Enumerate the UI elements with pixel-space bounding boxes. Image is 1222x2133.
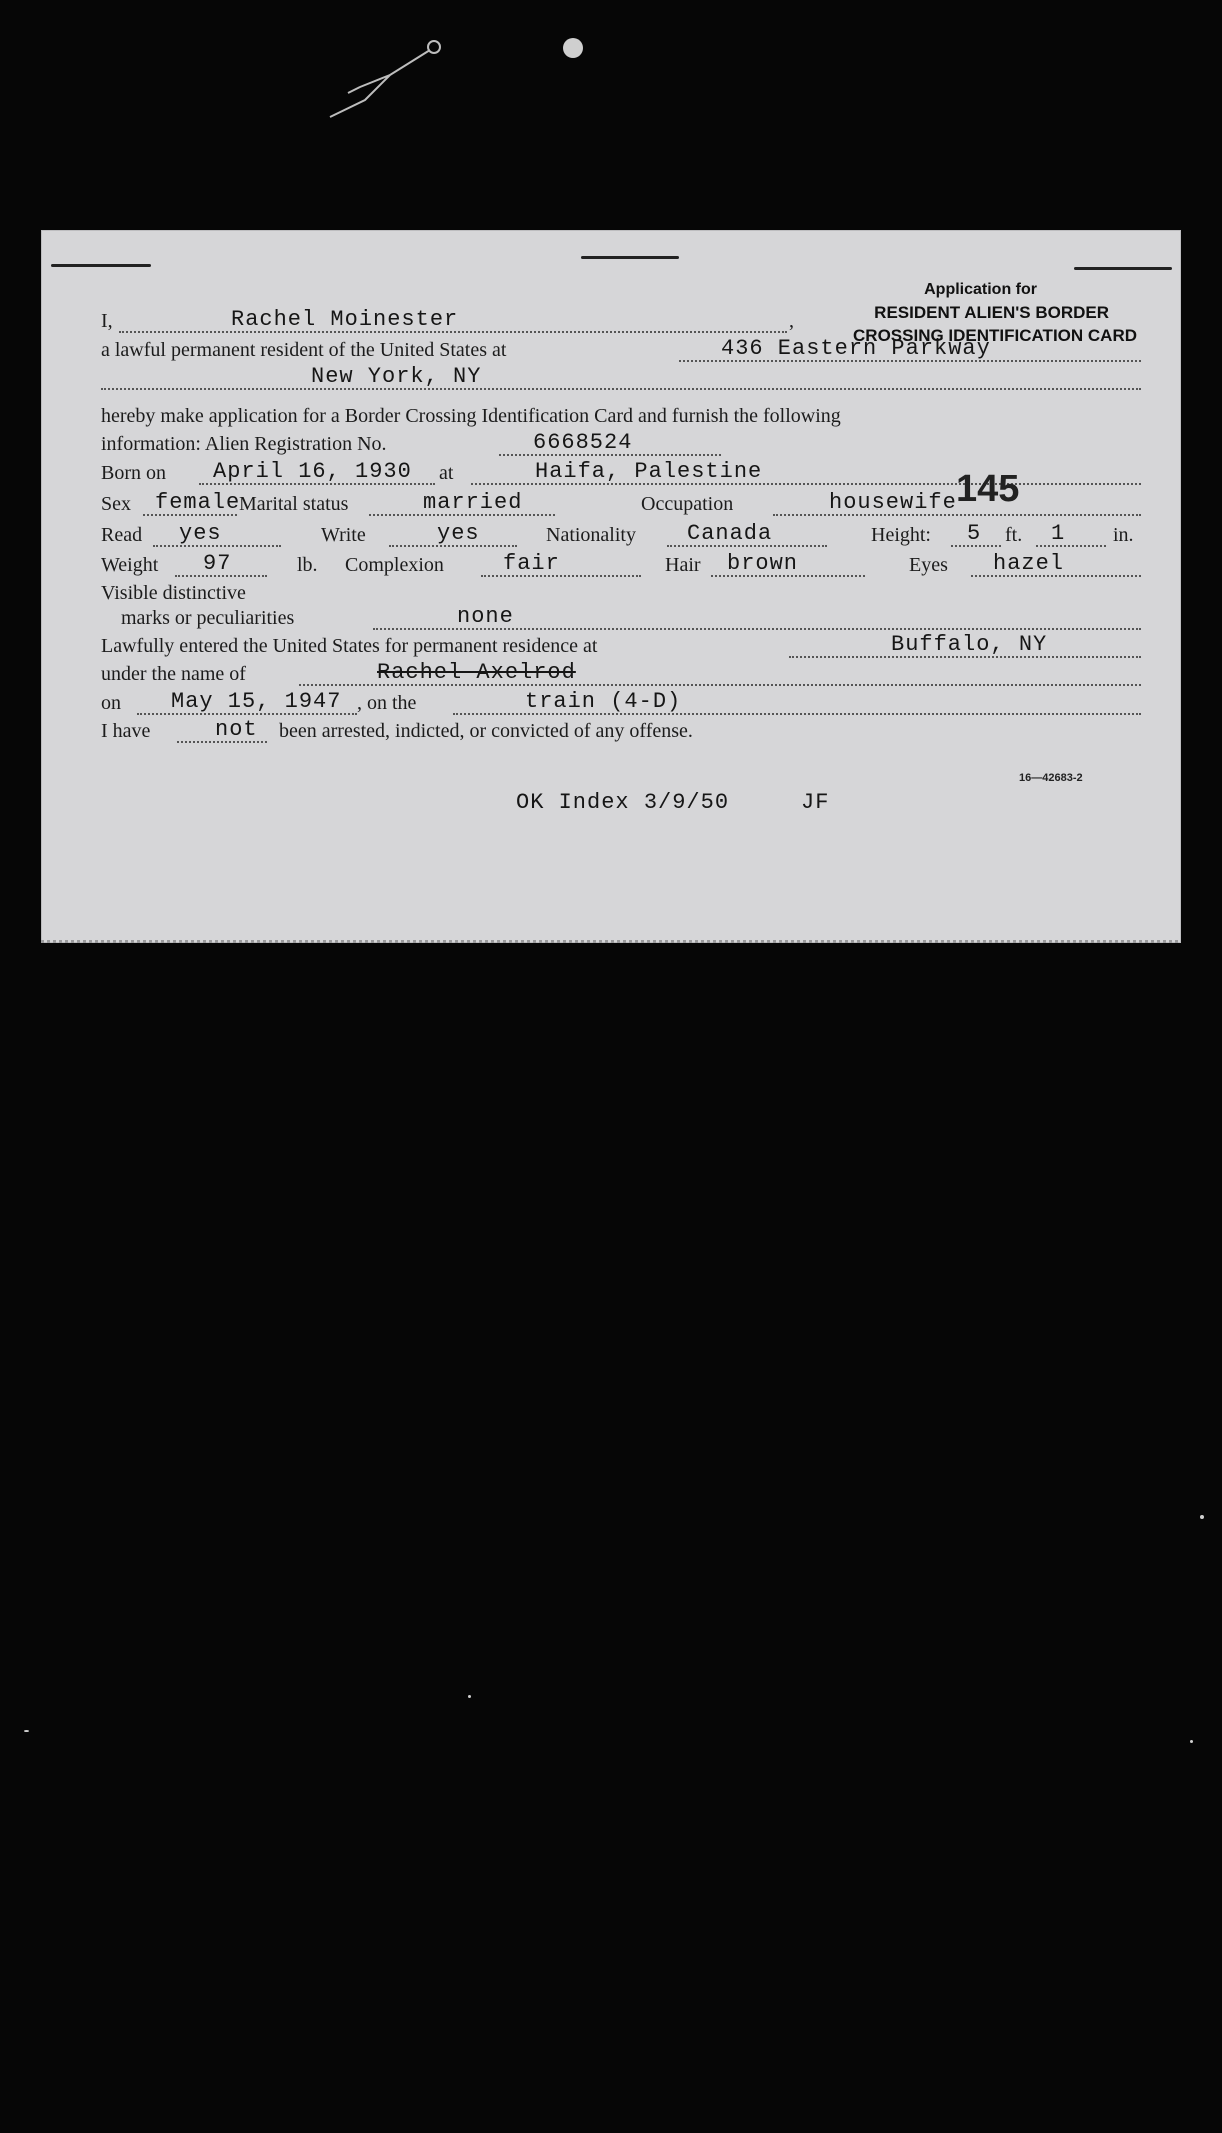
- write-value: yes: [437, 521, 480, 546]
- nationality-value: Canada: [687, 521, 773, 546]
- thread-mark: [320, 35, 450, 125]
- offense-label: been arrested, indicted, or convicted of any offense.: [279, 720, 693, 742]
- speck: [24, 1730, 29, 1732]
- row-hereby: [101, 398, 1141, 428]
- row-entered: [101, 628, 1141, 658]
- row-address: [101, 332, 1141, 362]
- occupation-value: housewife: [829, 490, 957, 515]
- form-number: 16—42683-2: [1019, 772, 1083, 784]
- alien-reg-label: information: Alien Registration No.: [101, 433, 387, 455]
- have-value: not: [215, 717, 258, 742]
- row-offense: [101, 713, 1141, 743]
- marks-label: marks or peculiarities: [121, 607, 295, 629]
- name-value: Rachel Moinester: [231, 307, 459, 332]
- on-label: on: [101, 692, 121, 714]
- height-ft-value: 5: [967, 521, 982, 546]
- sex-value: female: [155, 490, 241, 515]
- row-entry-date: [101, 685, 1141, 715]
- entry-place-value: Buffalo, NY: [891, 632, 1048, 657]
- read-label: Read: [101, 524, 143, 546]
- address-value-2: New York, NY: [311, 364, 482, 389]
- top-center-mark: [581, 256, 679, 259]
- hair-label: Hair: [665, 554, 701, 576]
- row-alien-reg: [101, 426, 641, 456]
- address-value-1: 436 Eastern Parkway: [721, 336, 991, 361]
- index-note: OK Index 3/9/50: [516, 790, 730, 815]
- hereby-label: hereby make application for a Border Crossing Identification Card and furnish the following: [101, 405, 841, 427]
- nationality-label: Nationality: [546, 524, 636, 546]
- i-label: I,: [101, 310, 113, 332]
- eyes-value: hazel: [993, 551, 1065, 576]
- row-address-2: [101, 360, 1141, 390]
- speck: [468, 1695, 471, 1698]
- title-line-1: Application for: [924, 281, 1037, 298]
- address-line-2: [101, 386, 1141, 390]
- resident-label: a lawful permanent resident of the United States at: [101, 339, 507, 361]
- stamp-number: 145: [956, 468, 1020, 510]
- conveyance-value: train (4-D): [525, 689, 682, 714]
- complexion-label: Complexion: [345, 554, 444, 576]
- title-line-2: RESIDENT ALIEN'S BORDER: [874, 303, 1109, 322]
- row-weight: [101, 547, 1141, 577]
- border-crossing-card: [41, 230, 1181, 943]
- row-name: [101, 303, 794, 333]
- row-marks: [101, 600, 1141, 630]
- weight-value: 97: [203, 551, 232, 576]
- complexion-value: fair: [503, 551, 560, 576]
- under-name-label: under the name of: [101, 663, 246, 685]
- entry-name-value: Rachel Axelrod: [377, 660, 576, 685]
- height-in-value: 1: [1051, 521, 1066, 546]
- height-label: Height:: [871, 524, 931, 546]
- write-label: Write: [321, 524, 366, 546]
- ft-label: ft.: [1005, 524, 1023, 546]
- row-sex: [101, 486, 1141, 516]
- lb-label: lb.: [297, 554, 318, 576]
- speck: [1190, 1740, 1193, 1743]
- at-label: at: [439, 462, 454, 484]
- speck: [1200, 1515, 1204, 1519]
- punch-hole: [563, 38, 583, 58]
- born-label: Born on: [101, 462, 166, 484]
- top-left-mark: [51, 264, 151, 267]
- hair-value: brown: [727, 551, 799, 576]
- visible-label: Visible distinctive: [101, 582, 246, 604]
- entered-label: Lawfully entered the United States for permanent residence at: [101, 635, 598, 657]
- read-value: yes: [179, 521, 222, 546]
- birth-place-value: Haifa, Palestine: [535, 459, 763, 484]
- name-comma: ,: [789, 310, 794, 332]
- row-under-name: [101, 656, 1141, 686]
- sex-label: Sex: [101, 493, 131, 515]
- marital-value: married: [423, 490, 523, 515]
- weight-label: Weight: [101, 554, 159, 576]
- row-read: [101, 517, 1141, 547]
- top-right-mark: [1074, 267, 1172, 270]
- occupation-label: Occupation: [641, 493, 734, 515]
- entry-date-value: May 15, 1947: [171, 689, 342, 714]
- title-line-3: CROSSING IDENTIFICATION CARD: [853, 326, 1137, 345]
- eyes-label: Eyes: [909, 554, 948, 576]
- marks-value: none: [457, 604, 514, 629]
- perforated-edge: [41, 940, 1181, 943]
- on-the-label: , on the: [357, 692, 417, 714]
- alien-reg-value: 6668524: [533, 430, 633, 455]
- birth-date-value: April 16, 1930: [213, 459, 412, 484]
- in-label: in.: [1113, 524, 1134, 546]
- marital-label: Marital status: [239, 493, 349, 515]
- initials: JF: [801, 790, 830, 815]
- have-label: I have: [101, 720, 151, 742]
